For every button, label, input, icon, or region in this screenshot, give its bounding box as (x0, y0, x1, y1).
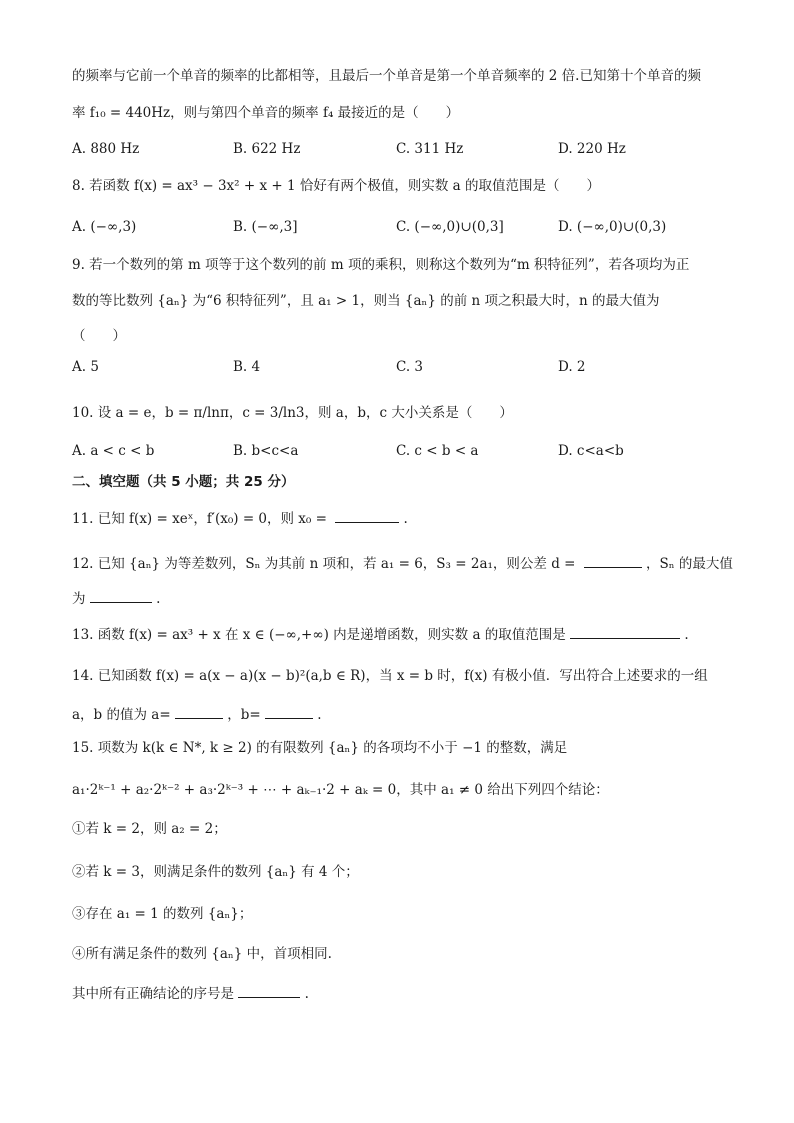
q14-stem-line-1: 14. 已知函数 f(x) = a(x − a)(x − b)²(a,b ∈ R)，当 x = b 时，f(x) 有极小值．写出符合上述要求的一组 (72, 668, 708, 684)
q14-a-blank[interactable] (175, 704, 223, 719)
q15-conclusion-2: ②若 k = 3，则满足条件的数列 {aₙ} 有 4 个； (72, 864, 359, 880)
q12-max-blank[interactable] (90, 588, 152, 603)
q10-option-d: D. c<a<b (558, 443, 624, 459)
q15-conclusion-1: ①若 k = 2，则 a₂ = 2； (72, 821, 227, 837)
q14-row-2 (72, 704, 322, 725)
q9-stem-line-1: 9. 若一个数列的第 m 项等于这个数列的前 m 项的乘积，则称这个数列为“m 积特征列”，若各项均为正 (72, 257, 690, 273)
q15-answer-blank[interactable] (238, 983, 300, 998)
q12-stem: 12. 已知 {aₙ} 为等差数列，Sₙ 为其前 n 项和，若 a₁ = 6，S₃ = 2a₁，则公差 d = (72, 556, 576, 572)
q12-period: . (156, 591, 161, 607)
q11-answer-blank[interactable] (335, 508, 399, 523)
q9-option-b: B. 4 (233, 359, 261, 375)
q14-b-blank[interactable] (265, 704, 313, 719)
section-heading-fill-in: 二、填空题（共 5 小题；共 25 分） (72, 474, 295, 490)
q13-period: . (684, 627, 689, 643)
q11-stem: 11. 已知 f(x) = xeˣ，f′(x₀) = 0，则 x₀ = (72, 511, 327, 527)
q14-stem-a: a，b 的值为 a= (72, 707, 171, 723)
q10-option-c: C. c < b < a (396, 443, 479, 459)
q9-option-c: C. 3 (396, 359, 424, 375)
q13-row (72, 624, 689, 645)
q10-option-a: A. a < c < b (72, 443, 155, 459)
q12-row-1 (72, 553, 733, 574)
q15-period: . (304, 986, 309, 1002)
q7-stem-line-2: 率 f₁₀ = 440Hz，则与第四个单音的频率 f₄ 最接近的是（ ） (72, 105, 460, 121)
q7-option-c: C. 311 Hz (396, 141, 464, 157)
q7-stem-line-1: 的频率与它前一个单音的频率的比都相等，且最后一个单音是第一个单音频率的 2 倍.已知第十个单音的频 (72, 68, 701, 84)
q10-option-b: B. b<c<a (233, 443, 299, 459)
q8-option-a: A. (−∞,3) (72, 219, 137, 235)
q7-option-a: A. 880 Hz (72, 141, 140, 157)
q15-final-stem: 其中所有正确结论的序号是 (72, 986, 234, 1002)
q12-difference-blank[interactable] (584, 553, 642, 568)
q8-option-c: C. (−∞,0)∪(0,3] (396, 219, 504, 235)
q15-conclusion-3: ③存在 a₁ = 1 的数列 {aₙ}； (72, 906, 253, 922)
q12-stem-end: 为 (72, 591, 86, 607)
q12-row-2 (72, 588, 160, 609)
q13-stem: 13. 函数 f(x) = ax³ + x 在 x ∈ (−∞,+∞) 内是递增函数，则实数 a 的取值范围是 (72, 627, 566, 643)
q11-period: . (403, 511, 408, 527)
q15-stem-line-1: 15. 项数为 k(k ∈ N*, k ≥ 2) 的有限数列 {aₙ} 的各项均不小于 −1 的整数，满足 (72, 740, 568, 756)
q13-answer-blank[interactable] (570, 624, 680, 639)
q14-period: . (317, 707, 322, 723)
q14-stem-b: ，b= (227, 707, 261, 723)
q7-option-b: B. 622 Hz (233, 141, 301, 157)
q9-answer-paren: （ ） (72, 328, 126, 344)
q15-stem-line-2: a₁·2ᵏ⁻¹ + a₂·2ᵏ⁻² + a₃·2ᵏ⁻³ + ⋯ + aₖ₋₁·2 + aₖ = 0，其中 a₁ ≠ 0 给出下列四个结论： (72, 782, 609, 798)
q10-stem: 10. 设 a = e，b = π/lnπ，c = 3/ln3，则 a，b，c 大小关系是（ ） (72, 405, 513, 421)
q7-option-d: D. 220 Hz (558, 141, 626, 157)
q8-option-b: B. (−∞,3] (233, 219, 298, 235)
q15-conclusion-4: ④所有满足条件的数列 {aₙ} 中，首项相同. (72, 946, 332, 962)
q9-option-d: D. 2 (558, 359, 586, 375)
q11-row (72, 508, 408, 529)
q9-stem-line-2: 数的等比数列 {aₙ} 为“6 积特征列”，且 a₁ > 1，则当 {aₙ} 的前 n 项之积最大时，n 的最大值为 (72, 293, 660, 309)
q8-option-d: D. (−∞,0)∪(0,3) (558, 219, 667, 235)
q15-final-row (72, 983, 309, 1004)
q9-option-a: A. 5 (72, 359, 99, 375)
q8-stem: 8. 若函数 f(x) = ax³ − 3x² + x + 1 恰好有两个极值，则实数 a 的取值范围是（ ） (72, 178, 600, 194)
q12-stem-mid: ，Sₙ 的最大值 (646, 556, 733, 572)
